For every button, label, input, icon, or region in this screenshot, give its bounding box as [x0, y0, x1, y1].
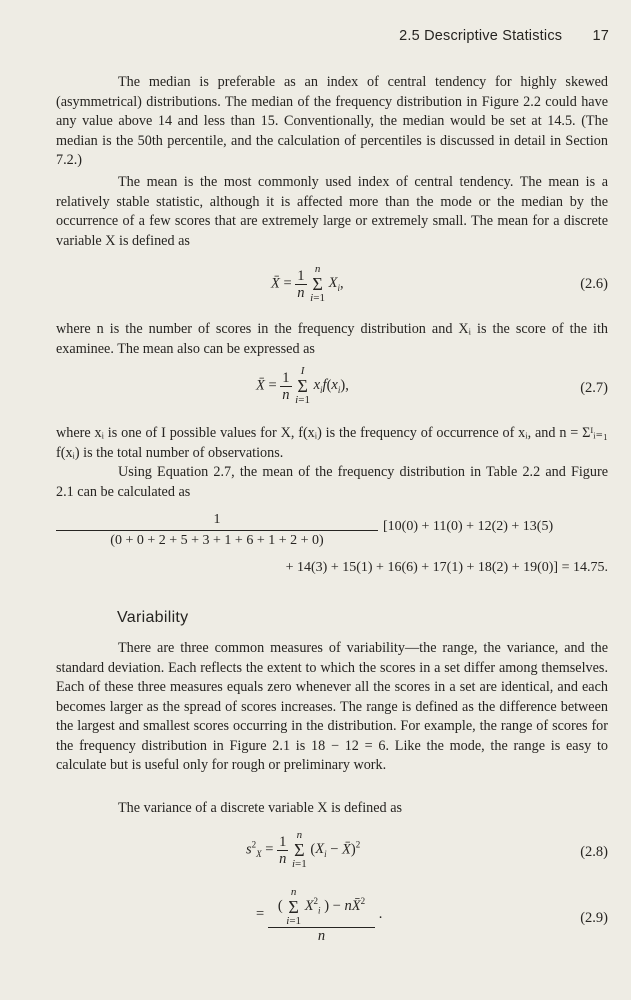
variance-formula: $s^2_X$ = $\frac{1}{n}$ n Σ i=1 ($X_i$ − X̄)$^2$ [246, 829, 361, 870]
equation-number: (2.7) [580, 380, 608, 396]
variance-formula-alternate: = ( n Σ i=1 $X^2_i$ ) − nX̄$^2$ n . [256, 885, 383, 944]
section-title: 2.5 Descriptive Statistics [399, 28, 563, 44]
paragraph-text: The mean is the most commonly used index of central tendency. The mean is a relatively stable statistic, although it is affected more than the mode or the median by the occurrence of a few scores that are extremely large or extremely small. The mean for a discrete variable X is defined as [56, 174, 608, 249]
paragraph-variability [56, 639, 608, 776]
equation-2-8 [56, 830, 608, 876]
paragraph-text: There are three common measures of variability—the range, the variance, and the standard deviation. Each reflects the extent to which the scores in a set differ among themselves. Each of these three measures equals zero whenever all the scores in a set are identical, and each becomes larger as the spread of scores increases. The range is defined as the difference between the largest and smallest scores occurring in the distribution. For example, the range of scores for the frequency distribution in Figure 2.1 is 18 − 12 = 6. Like the mode, the range is easy to calculate but is useful only for rough or preliminary work. [56, 640, 608, 773]
mean-formula-frequency: X̄ = $\frac{1}{n}$ I Σ i=1 $x_if(x_i)$, [256, 365, 349, 406]
equation-number: (2.6) [580, 276, 608, 292]
paragraph-text: The variance of a discrete variable X is defined as [118, 800, 403, 816]
paragraph-variance [56, 799, 608, 819]
mean-formula: X̄ = $\frac{1}{n}$ n Σ i=1 $X_i$, [271, 263, 344, 304]
paragraph-median [56, 73, 608, 171]
page-number: 17 [592, 28, 609, 44]
running-header [399, 28, 609, 44]
mean-calculation-fraction [56, 512, 378, 549]
mean-calculation-line-2: + 14(3) + 15(1) + 16(6) + 17(1) + 18(2) + 19(0)] = 14.75. [285, 560, 608, 575]
paragraph-where-n [56, 320, 608, 359]
fraction-denominator: (0 + 0 + 2 + 5 + 3 + 1 + 6 + 1 + 2 + 0) [110, 533, 324, 548]
equation-number: (2.8) [580, 844, 608, 860]
paragraph-text: where n is the number of scores in the frequency distribution and Xᵢ is the score of the ith examinee. The mean also can be expressed as [56, 321, 608, 357]
fraction-bar [56, 530, 378, 531]
mean-calculation-line-1: [10(0) + 11(0) + 12(2) + 13(5) [383, 519, 554, 534]
paragraph-text: Using Equation 2.7, the mean of the frequency distribution in Table 2.2 and Figure 2.1 can be calculated as [56, 464, 608, 500]
paragraph-text: where xᵢ is one of I possible values for X, f(xᵢ) is the frequency of occurrence of xᵢ, and n = Σᴵᵢ₌₁ f(xᵢ) is the total number of observations. [56, 425, 608, 461]
equation-2-6 [56, 264, 608, 308]
equation-2-7 [56, 366, 608, 412]
paragraph-text: The median is preferable as an index of central tendency for highly skewed (asymmetrical) distributions. The median of the frequency distribution in Figure 2.2 could have any value above 14 and less than 15. Conventionally, the median would be set at 14.5. (The median is the 50th percentile, and the calculation of percentiles is discussed in detail in Section 7.2.) [56, 74, 608, 168]
paragraph-using [56, 463, 608, 502]
paragraph-mean [56, 173, 608, 251]
equation-number: (2.9) [580, 910, 608, 926]
fraction-numerator: 1 [213, 512, 221, 527]
equation-2-9 [56, 886, 608, 946]
paragraph-where-x [56, 424, 608, 463]
section-heading: Variability [117, 609, 189, 626]
